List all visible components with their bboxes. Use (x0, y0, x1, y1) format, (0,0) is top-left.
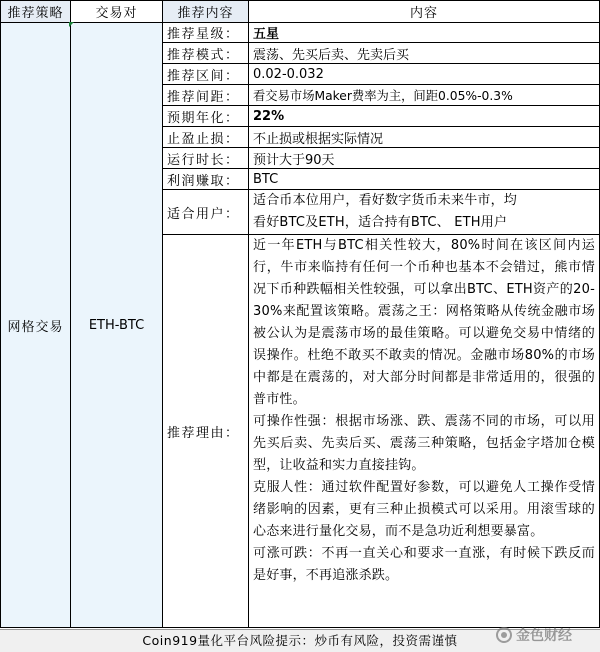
reason-paragraph-1: 近一年ETH与BTC相关性较大，80%时间在该区间内运行，牛市来临持有任何一个币种也基本不会错过，熊市情况下币种跌幅相关性较强，可以拿出BTC、ETH资产的20-30%来配置该策略。震荡之王：网格策略从传统金融市场被公认为是震荡市场的最佳策略。可以避免交易中情绪的误操作。杜绝不敢买不敢卖的情况。金融市场80%的市场中都是在震荡的，对大部分时间都是非常适用的，很强的普市性。 (253, 238, 595, 407)
value-rating: 五星 (249, 23, 600, 43)
reason-paragraph-4: 可涨可跌：不再一直关心和要求一直涨，有时候下跌反而是好事，不再追涨杀跌。 (253, 546, 595, 583)
users-line-1: 适合币本位用户，看好数字货币未来牛市，均 (253, 193, 518, 208)
label-rating: 推荐星级： (163, 23, 249, 43)
users-line-2: 看好BTC及ETH，适合持有BTC、 ETH用户 (253, 215, 508, 230)
header-content: 内容 (249, 1, 600, 23)
header-strategy: 推荐策略 (1, 1, 71, 23)
value-stop: 不止损或根据实际情况 (249, 127, 600, 148)
pair-cell: ETH-BTC (71, 23, 163, 628)
value-reason (249, 235, 600, 628)
value-duration: 预计大于90天 (249, 148, 600, 169)
watermark-logo-icon (496, 627, 512, 643)
watermark (496, 622, 600, 648)
label-profit: 利润赚取： (163, 169, 249, 190)
watermark-text: 金色财经 (516, 628, 572, 644)
value-mode: 震荡、先买后卖、先卖后买 (249, 43, 600, 64)
label-reason: 推荐理由： (163, 235, 249, 628)
label-stop: 止盈止损： (163, 127, 249, 148)
risk-notice-footer: Coin919量化平台风险提示：炒币有风险，投资需谨慎 (0, 629, 600, 652)
label-duration: 运行时长： (163, 148, 249, 169)
reason-paragraph-3: 克服人性：通过软件配置好参数，可以避免人工操作受情绪影响的因素，更有三种止损模式可以采用。用滚雪球的心态来进行量化交易，而不是急功近利想要暴富。 (253, 480, 595, 539)
label-spacing: 推荐间距： (163, 85, 249, 106)
reason-paragraph-2: 可操作性强：根据市场涨、跌、震荡不同的市场，可以用先买后卖、先卖后买、震荡三种策略，包括金字塔加仓模型，让收益和实力直接挂钩。 (253, 414, 595, 473)
value-spacing: 看交易市场Maker费率为主，间距0.05%-0.3% (249, 85, 600, 106)
value-profit: BTC (249, 169, 600, 190)
header-row (1, 1, 600, 23)
value-annual-return: 22% (249, 106, 600, 127)
strategy-cell: 网格交易 (1, 23, 71, 628)
label-annual-return: 预期年化： (163, 106, 249, 127)
row-rating (1, 23, 600, 43)
label-mode: 推荐模式： (163, 43, 249, 64)
value-range: 0.02-0.032 (249, 64, 600, 85)
header-content-item: 推荐内容 (163, 1, 249, 23)
label-users: 适合用户： (163, 190, 249, 235)
value-users (249, 190, 600, 235)
label-range: 推荐区间： (163, 64, 249, 85)
cell-corner-marker (69, 22, 74, 27)
header-pair: 交易对 (71, 1, 163, 23)
